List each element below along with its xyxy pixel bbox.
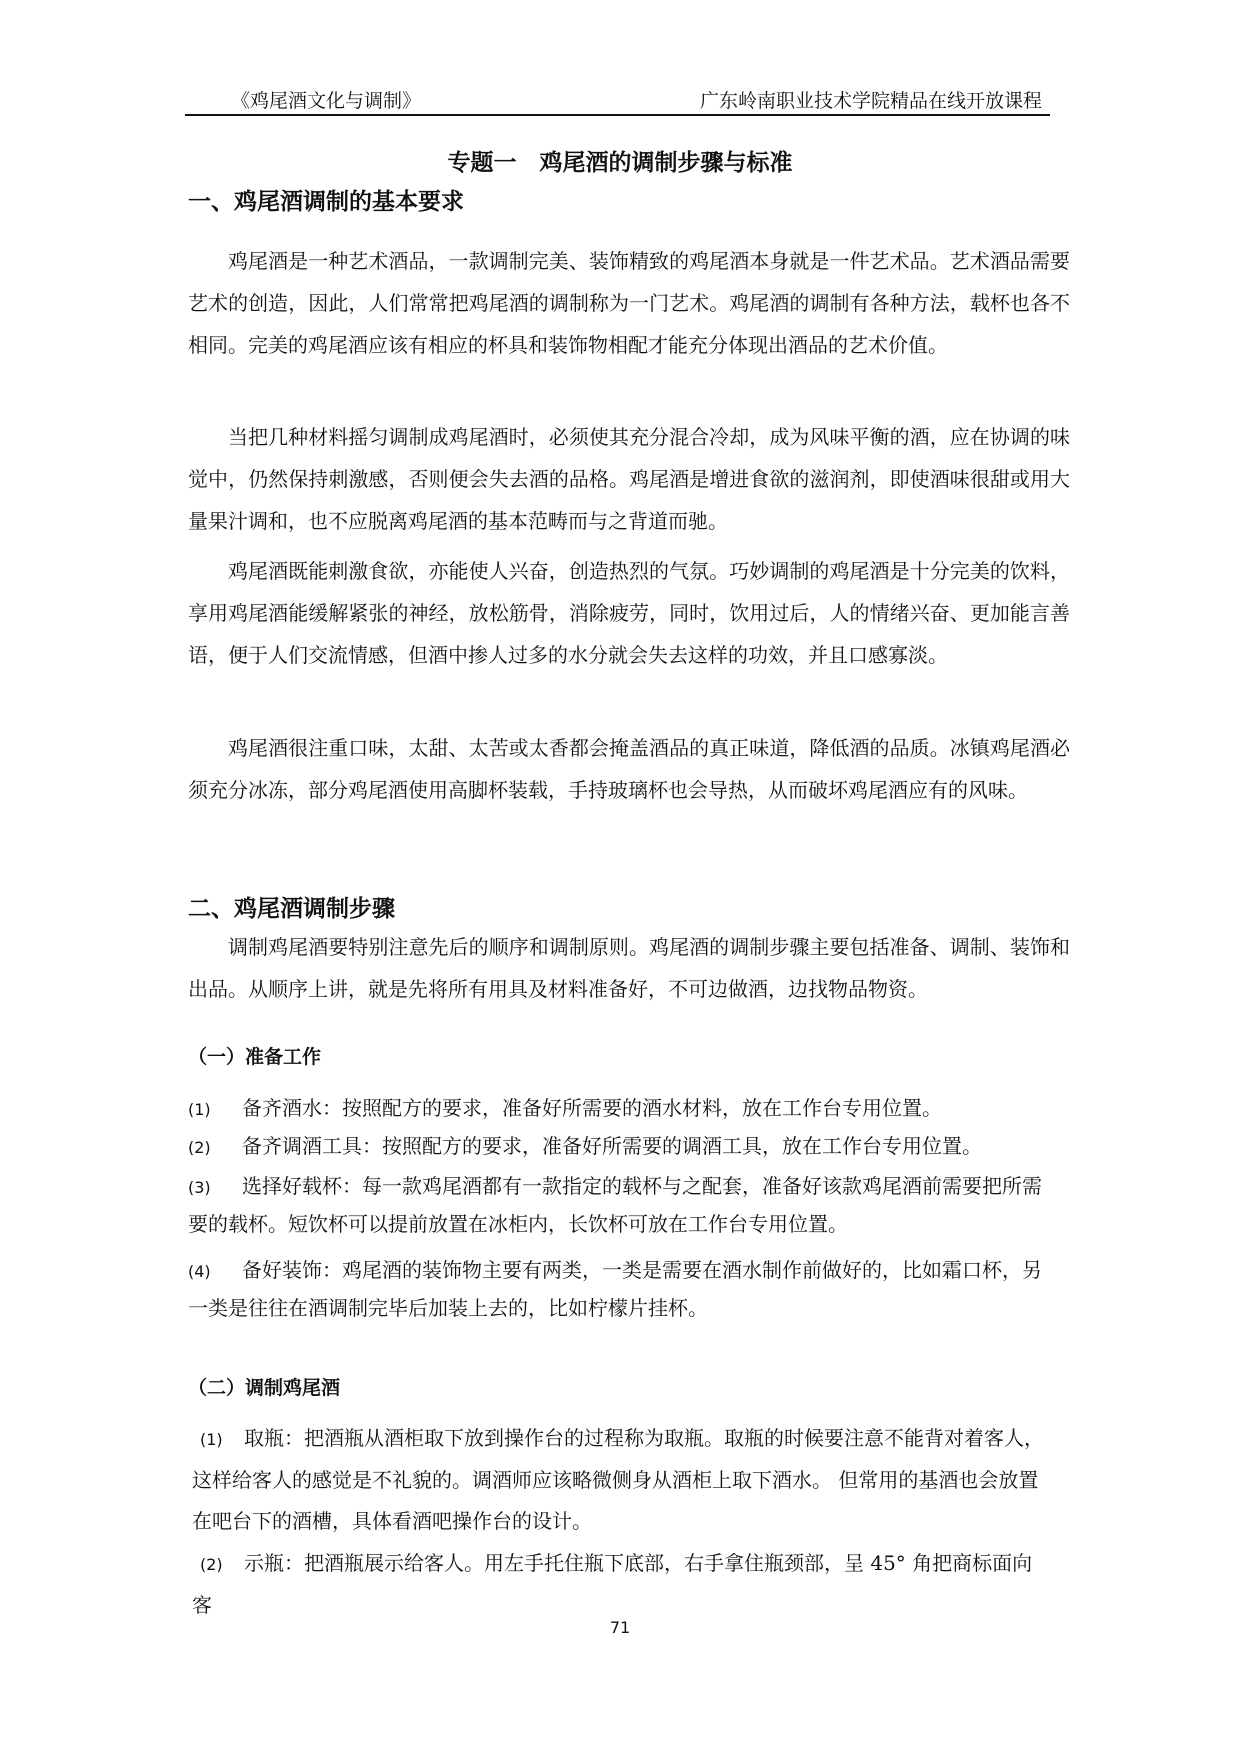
list-item: (2) 示瓶：把酒瓶展示给客人。用左手托住瓶下底部，右手拿住瓶颈部，呈 45° 角把商标面向客 — [192, 1551, 1033, 1617]
section1-paragraph-1: 鸡尾酒是一种艺术酒品，一款调制完美、装饰精致的鸡尾酒本身就是一件艺术品。艺术酒品需要艺术的创造，因此，人们常常把鸡尾酒的调制称为一门艺术。鸡尾酒的调制有各种方法，载杯也各不相同。完美的鸡尾酒应该有相应的杯具和装饰物相配才能充分体现出酒品的艺术价值。 — [188, 249, 1070, 357]
list-item: (1) 取瓶：把酒瓶从酒柜取下放到操作台的过程称为取瓶。取瓶的时候要注意不能背对着客人，这样给客人的感觉是不礼貌的。调酒师应该略微侧身从酒柜上取下酒水。 但常用的基酒也会放置在吧台下的酒槽，具体看酒吧操作台的设计。 — [192, 1426, 1044, 1533]
header-book-title: 《鸡尾酒文化与调制》 — [231, 90, 422, 112]
page-header — [185, 84, 1050, 116]
section1-paragraph-3: 鸡尾酒既能刺激食欲，亦能使人兴奋，创造热烈的气氛。巧妙调制的鸡尾酒是十分完美的饮料，享用鸡尾酒能缓解紧张的神经，放松筋骨，消除疲劳，同时，饮用过后，人的情绪兴奋、更加能言善语，便于人们交流情感，但酒中掺人过多的水分就会失去这样的功效，并且口感寡淡。 — [188, 559, 1070, 667]
page-number: 71 — [609, 1618, 631, 1637]
list-item: (3) 选择好载杯：每一款鸡尾酒都有一款指定的载杯与之配套，准备好该款鸡尾酒前需要把所需要的载杯。短饮杯可以提前放置在冰柜内，长饮杯可放在工作台专用位置。 — [188, 1174, 1042, 1236]
document-title: 专题一 鸡尾酒的调制步骤与标准 — [447, 150, 793, 176]
section1-paragraph-2: 当把几种材料摇匀调制成鸡尾酒时，必须使其充分混合冷却，成为风味平衡的酒，应在协调的味觉中，仍然保持刺激感，否则便会失去酒的品格。鸡尾酒是增进食欲的滋润剂，即使酒味很甜或用大量果汁调和，也不应脱离鸡尾酒的基本范畴而与之背道而驰。 — [188, 425, 1070, 533]
section2-heading: 二、鸡尾酒调制步骤 — [188, 896, 395, 922]
list-item: (1) 备齐酒水：按照配方的要求，准备好所需要的酒水材料，放在工作台专用位置。 — [188, 1096, 942, 1120]
section2-intro: 调制鸡尾酒要特别注意先后的顺序和调制原则。鸡尾酒的调制步骤主要包括准备、调制、装饰和出品。从顺序上讲，就是先将所有用具及材料准备好，不可边做酒，边找物品物资。 — [188, 935, 1070, 1001]
list-item: (2) 备齐调酒工具：按照配方的要求，准备好所需要的调酒工具，放在工作台专用位置。 — [188, 1134, 982, 1158]
section1-paragraph-4: 鸡尾酒很注重口味，太甜、太苦或太香都会掩盖酒品的真正味道，降低酒的品质。冰镇鸡尾酒必须充分冰冻，部分鸡尾酒使用高脚杯装载，手持玻璃杯也会导热，从而破坏鸡尾酒应有的风味。 — [188, 736, 1070, 802]
subsection-preparation-heading: （一）准备工作 — [188, 1046, 322, 1068]
header-institution: 广东岭南职业技术学院精品在线开放课程 — [699, 90, 1042, 112]
list-item: (4) 备好装饰：鸡尾酒的装饰物主要有两类，一类是需要在酒水制作前做好的，比如霜口杯，另一类是往往在酒调制完毕后加装上去的，比如柠檬片挂杯。 — [188, 1258, 1042, 1320]
section1-heading: 一、鸡尾酒调制的基本要求 — [188, 189, 464, 215]
subsection-mixing-heading: （二）调制鸡尾酒 — [188, 1377, 341, 1399]
